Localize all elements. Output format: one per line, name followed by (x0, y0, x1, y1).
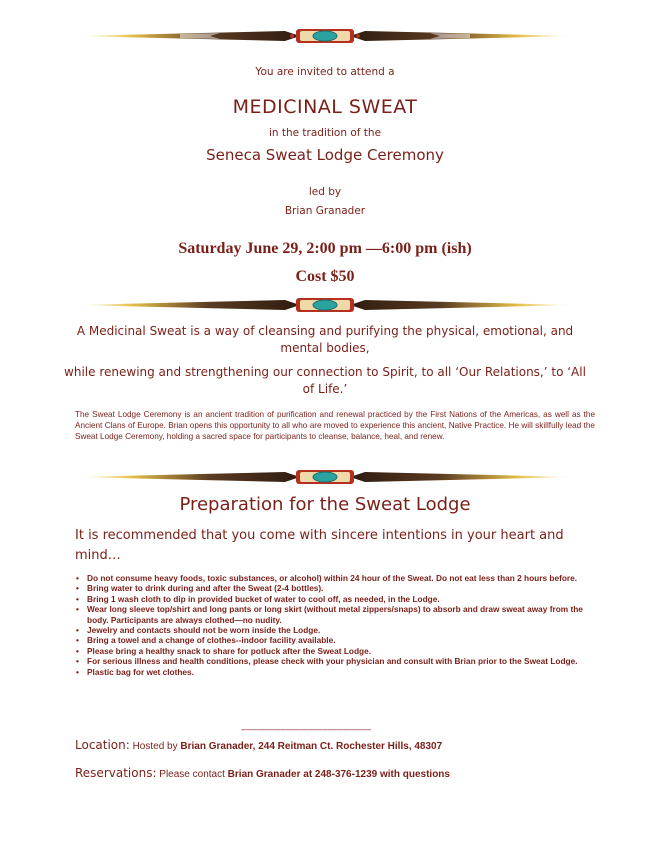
event-cost: Cost $50 (295, 268, 355, 285)
ceremony-description: The Sweat Lodge Ceremony is an ancient tradition of purification and renewal practiced by the First Nations of the Americas, as well as the Ancient Clans of Europe. Brian opens this opportunity to all who are moved to experience this ancient, Native Practice. He will skillfully lead the Sweat Lodge Ceremony, holding a sacred space for participants to cleanse, balance, heal, and renew. (75, 410, 595, 442)
preparation-heading: Preparation for the Sweat Lodge (179, 494, 471, 515)
list-item: • Bring 1 wash cloth to dip in provided bucket of water to cool off, as needed, in the Lodge. (75, 594, 595, 604)
list-item: • Please bring a healthy snack to share for potluck after the Sweat Lodge. (75, 646, 595, 656)
tradition-line: in the tradition of the (268, 127, 382, 139)
list-item: • Plastic bag for wet clothes. (75, 667, 595, 677)
location-prefix: Hosted by (132, 741, 178, 752)
list-item: • Do not consume heavy foods, toxic substances, or alcohol) within 24 hour of the Sweat. Do not eat less than 2 hours before. (75, 573, 595, 583)
reservations-detail: Brian Granader at 248-376-1239 with questions (227, 769, 450, 780)
list-item: • Jewelry and contacts should not be worn inside the Lodge. (75, 625, 595, 635)
list-item: • For serious illness and health conditions, please check with your physician and consult with Brian prior to the Sweat Lodge. (75, 656, 595, 666)
quote-line-1: A Medicinal Sweat is a way of cleansing and purifying the physical, emotional, and mental bodies, (76, 324, 574, 355)
event-title: MEDICINAL SWEAT (232, 96, 418, 118)
event-date-time: Saturday June 29, 2:00 pm —6:00 pm (ish) (178, 240, 472, 257)
recommendation-text: It is recommended that you come with sincere intentions in your heart and mind… (75, 528, 564, 563)
list-item: • Bring a towel and a change of clothes--indoor facility available. (75, 635, 595, 645)
reservations-label: Reservations: (75, 766, 157, 780)
feather-divider-lower (0, 465, 650, 489)
reservations-line (75, 766, 450, 780)
ceremony-name: Seneca Sweat Lodge Ceremony (206, 146, 444, 164)
dashed-separator: ------------------------------------------------------------ (241, 725, 371, 734)
reservations-prefix: Please contact (159, 769, 225, 780)
leader-name: Brian Granader (284, 205, 366, 217)
invite-line: You are invited to attend a (255, 66, 395, 78)
location-label: Location: (75, 738, 130, 752)
location-line (75, 738, 442, 752)
preparation-list (75, 573, 595, 677)
list-item: • Bring water to drink during and after the Sweat (2-4 bottles). (75, 583, 595, 593)
list-item: • Wear long sleeve top/shirt and long pants or long skirt (without metal zippers/snaps) to absorb and draw sweat away from the body. Participants are always clothed—no nudity. (75, 604, 595, 625)
feather-divider-middle (0, 293, 650, 317)
led-by-line: led by (308, 186, 342, 198)
feather-divider-top (0, 24, 650, 48)
location-detail: Brian Granader, 244 Reitman Ct. Rochester Hills, 48307 (180, 741, 443, 752)
quote-line-2: while renewing and strengthening our connection to Spirit, to all ‘Our Relations,’ to ‘All of Life.’ (64, 365, 586, 396)
